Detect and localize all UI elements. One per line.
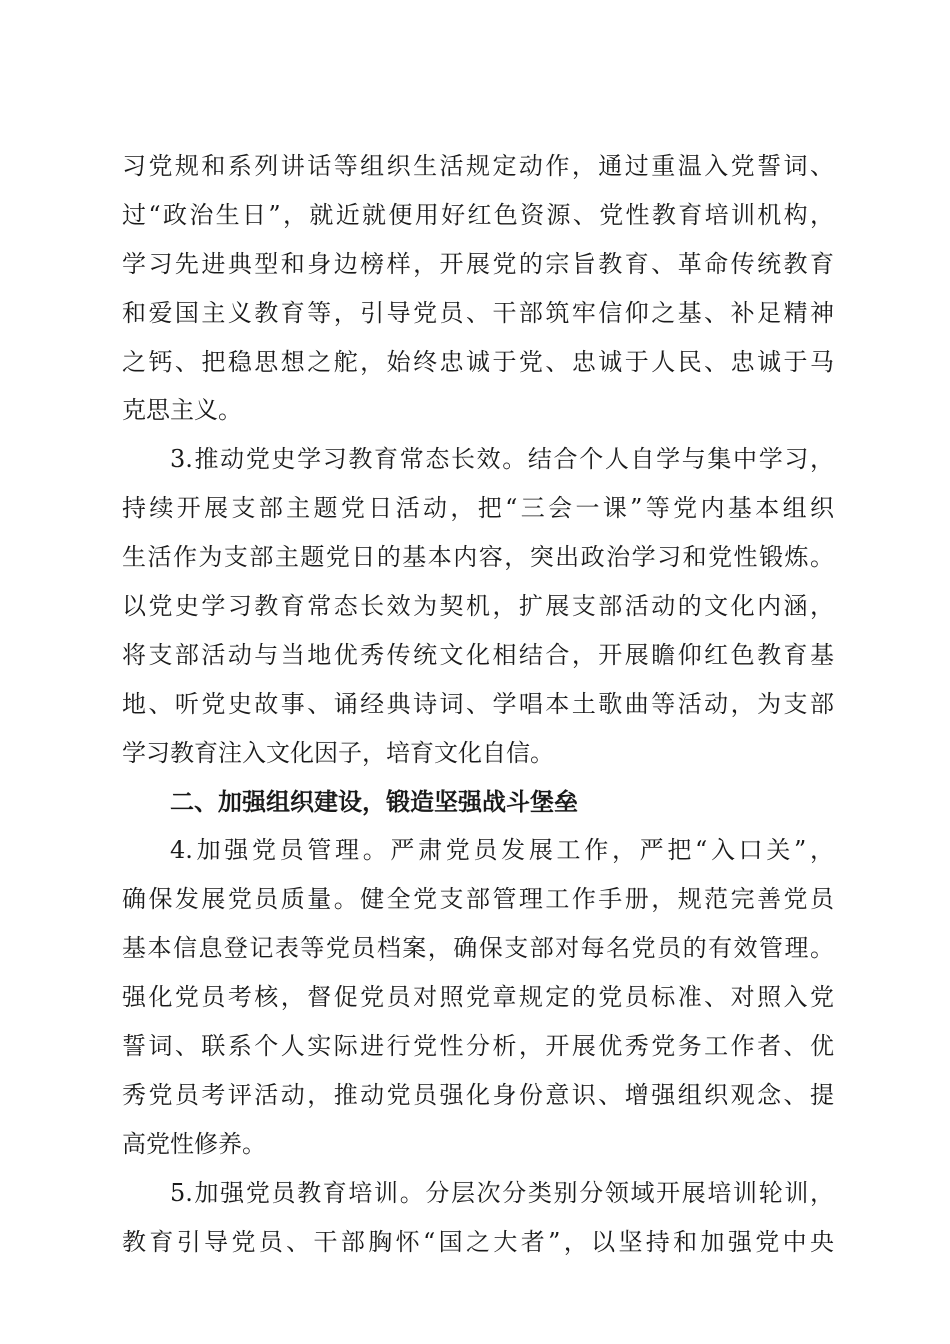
body-line: 克思主义。 [122, 396, 242, 425]
paragraph-first-line: 4.加强党员管理。严肃党员发展工作，严把“入口关”， [170, 836, 834, 865]
body-line: 学习教育注入文化因子，培育文化自信。 [122, 738, 554, 767]
body-line: 过“政治生日”，就近就便用好红色资源、党性教育培训机构， [122, 200, 834, 229]
body-line: 以党史学习教育常态长效为契机，扩展支部活动的文化内涵， [122, 592, 834, 621]
body-line: 誓词、联系个人实际进行党性分析，开展优秀党务工作者、优 [122, 1032, 834, 1061]
section-heading: 二、加强组织建设，锻造坚强战斗堡垒 [170, 787, 578, 816]
paragraph-first-line: 5.加强党员教育培训。分层次分类别分领域开展培训轮训， [170, 1178, 834, 1207]
body-line: 高党性修养。 [122, 1129, 266, 1158]
body-line: 基本信息登记表等党员档案，确保支部对每名党员的有效管理。 [122, 934, 834, 963]
body-line: 地、听党史故事、诵经典诗词、学唱本土歌曲等活动，为支部 [122, 689, 834, 718]
paragraph-first-line: 3.推动党史学习教育常态长效。结合个人自学与集中学习， [170, 445, 834, 474]
body-line: 秀党员考评活动，推动党员强化身份意识、增强组织观念、提 [122, 1080, 834, 1109]
body-line: 之钙、把稳思想之舵，始终忠诚于党、忠诚于人民、忠诚于马 [122, 347, 834, 376]
body-line: 持续开展支部主题党日活动，把“三会一课”等党内基本组织 [122, 494, 834, 523]
document-body [122, 142, 834, 1266]
body-line: 学习先进典型和身边榜样，开展党的宗旨教育、革命传统教育 [122, 249, 834, 278]
body-line: 教育引导党员、干部胸怀“国之大者”，以坚持和加强党中央 [122, 1227, 834, 1256]
body-line: 将支部活动与当地优秀传统文化相结合，开展瞻仰红色教育基 [122, 640, 834, 669]
body-line: 生活作为支部主题党日的基本内容，突出政治学习和党性锻炼。 [122, 543, 834, 572]
body-line: 和爱国主义教育等，引导党员、干部筑牢信仰之基、补足精神 [122, 298, 834, 327]
body-line: 确保发展党员质量。健全党支部管理工作手册，规范完善党员 [122, 885, 834, 914]
body-line: 强化党员考核，督促党员对照党章规定的党员标准、对照入党 [122, 983, 834, 1012]
body-line: 习党规和系列讲话等组织生活规定动作，通过重温入党誓词、 [122, 152, 834, 180]
